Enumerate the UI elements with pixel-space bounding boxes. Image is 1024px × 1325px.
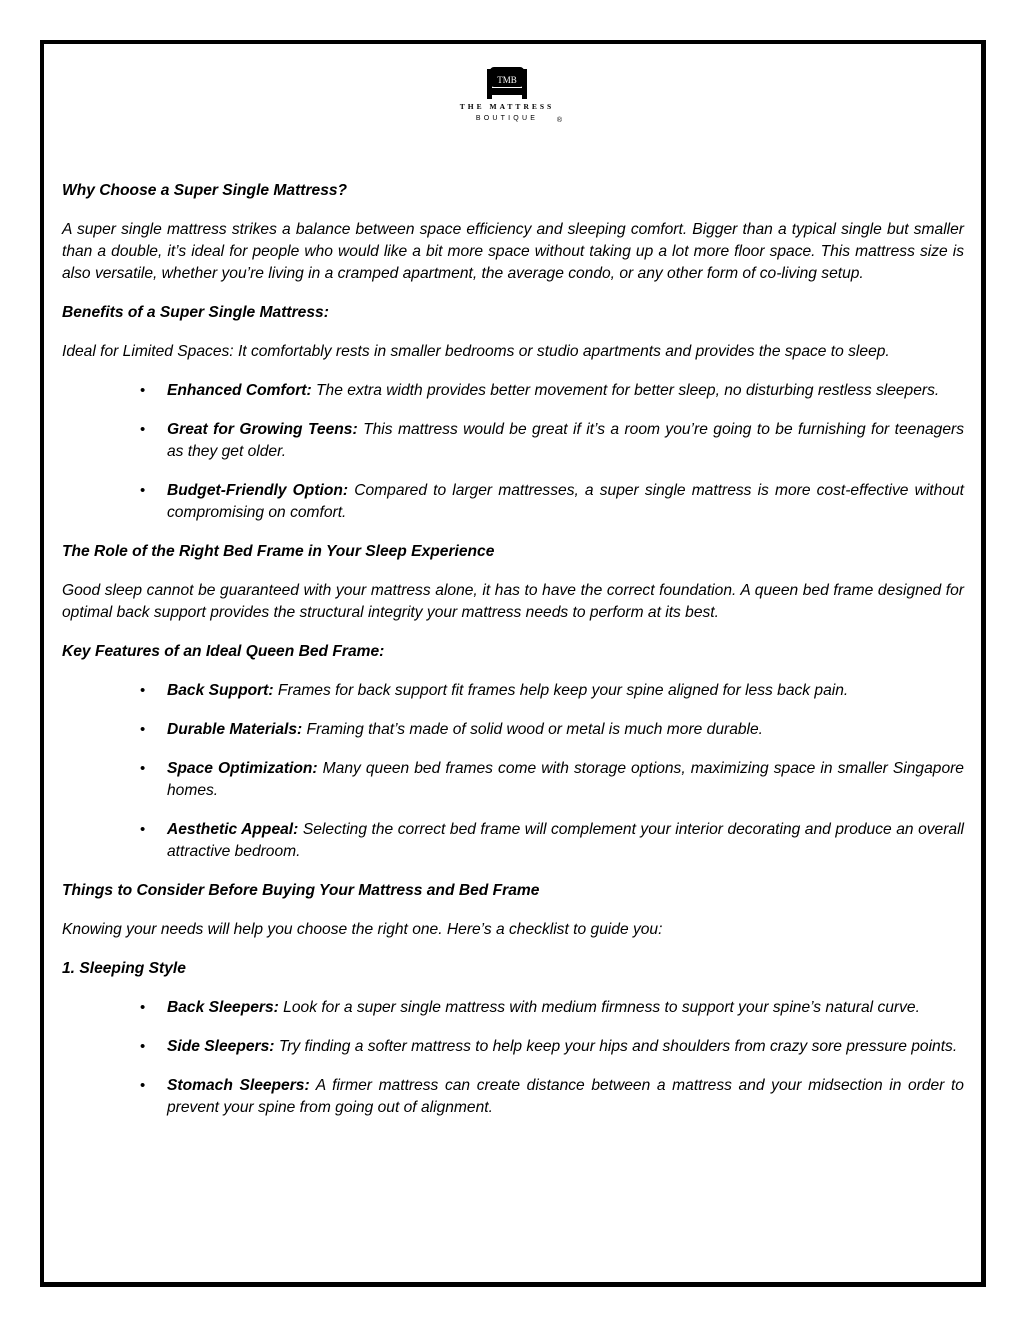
list-item: • Back Sleepers: Look for a super single mattress with medium firmness to support your spine’s natural curve.	[62, 997, 964, 1019]
features-list	[62, 680, 964, 863]
heading-sleeping-style: 1. Sleeping Style	[62, 960, 186, 977]
paragraph-benefits-intro: Ideal for Limited Spaces: It comfortably rests in smaller bedrooms or studio apartments and provides the space to sleep.	[62, 343, 890, 360]
list-item: • Back Support: Frames for back support fit frames help keep your spine aligned for less back pain.	[62, 680, 964, 702]
list-item: • Enhanced Comfort: The extra width provides better movement for better sleep, no disturbing restless sleepers.	[62, 380, 964, 402]
list-item: • Side Sleepers: Try finding a softer mattress to help keep your hips and shoulders from crazy sore pressure points.	[62, 1036, 964, 1058]
paragraph-things: Knowing your needs will help you choose the right one. Here’s a checklist to guide you:	[62, 921, 663, 938]
brand-logo	[452, 66, 562, 136]
heading-features: Key Features of an Ideal Queen Bed Frame:	[62, 643, 385, 660]
list-item: • Durable Materials: Framing that’s made of solid wood or metal is much more durable.	[62, 719, 964, 741]
document-body	[62, 180, 964, 1136]
heading-role: The Role of the Right Bed Frame in Your Sleep Experience	[62, 543, 495, 560]
heading-things: Things to Consider Before Buying Your Mattress and Bed Frame	[62, 882, 540, 899]
registered-mark: ®	[556, 117, 562, 124]
list-item: • Great for Growing Teens: This mattress would be great if it’s a room you’re going to be furnishing for teenagers as they get older.	[62, 419, 964, 463]
bed-logo-icon	[487, 66, 527, 100]
list-item: • Space Optimization: Many queen bed frames come with storage options, maximizing space in smaller Singapore homes.	[62, 758, 964, 802]
logo-subname: BOUTIQUE ®	[475, 115, 562, 124]
heading-benefits: Benefits of a Super Single Mattress:	[62, 304, 329, 321]
list-item: • Stomach Sleepers: A firmer mattress can create distance between a mattress and your midsection in order to prevent your spine from going out of alignment.	[62, 1075, 964, 1119]
heading-why: Why Choose a Super Single Mattress?	[62, 182, 348, 199]
sleeping-style-list	[62, 997, 964, 1119]
paragraph-role: Good sleep cannot be guaranteed with your mattress alone, it has to have the correct foundation. A queen bed frame designed for optimal back support provides the structural integrity your mattress needs to perform at its best.	[62, 582, 964, 621]
benefits-list	[62, 380, 964, 524]
logo-monogram: TMB	[497, 75, 517, 85]
logo-name: THE MATTRESS	[459, 102, 555, 111]
list-item: • Budget-Friendly Option: Compared to larger mattresses, a super single mattress is more cost-effective without compromising on comfort.	[62, 480, 964, 524]
paragraph-why: A super single mattress strikes a balance between space efficiency and sleeping comfort. Bigger than a typical single but smaller than a double, it’s ideal for people who would like a bit more space without taking up a lot more floor space. This mattress size is also versatile, whether you’re living in a cramped apartment, the average condo, or any other form of co-living setup.	[62, 221, 964, 282]
list-item: • Aesthetic Appeal: Selecting the correct bed frame will complement your interior decorating and produce an overall attractive bedroom.	[62, 819, 964, 863]
